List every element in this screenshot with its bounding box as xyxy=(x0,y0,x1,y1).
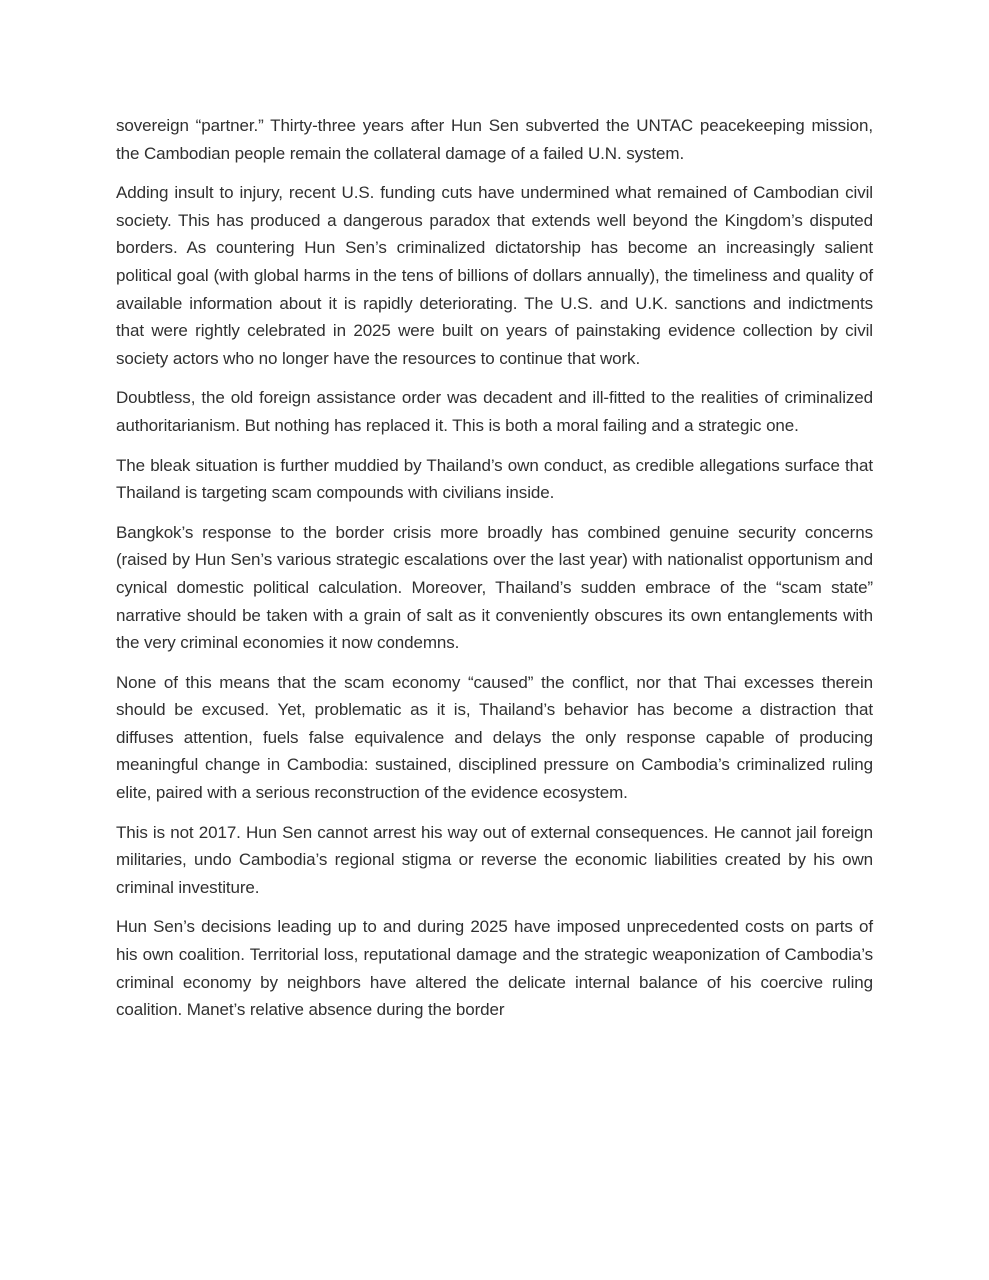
paragraph-none-of-this: None of this means that the scam economy “caused” the conflict, nor that Thai excesses therein should be excused. Yet, problematic as it is, Thailand’s behavior has become a distraction that diffuses attention, fuels false equivalence and delays the only response capable of producing meaningful change in Cambodia: sustained, disciplined pressure on Cambodia’s criminalized ruling elite, paired with a serious reconstruction of the evidence ecosystem. xyxy=(116,672,873,803)
paragraph-bleak-situation: The bleak situation is further muddied by Thailand’s own conduct, as credible allegations surface that Thailand is targeting scam compounds with civilians inside. xyxy=(116,455,873,503)
paragraph-not-2017: This is not 2017. Hun Sen cannot arrest his way out of external consequences. He cannot jail foreign militaries, undo Cambodia’s regional stigma or reverse the economic liabilities created by his own criminal investiture. xyxy=(116,822,873,897)
paragraph-doubtless: Doubtless, the old foreign assistance order was decadent and ill-fitted to the realities of criminalized authoritarianism. But nothing has replaced it. This is both a moral failing and a strategic one. xyxy=(116,388,873,435)
paragraph-sovereign-partner: sovereign “partner.” Thirty-three years after Hun Sen subverted the UNTAC peacekeeping mission, the Cambodian people remain the collateral damage of a failed U.N. system. xyxy=(116,116,873,163)
paragraph-bangkok-response: Bangkok’s response to the border crisis more broadly has combined genuine security concerns (raised by Hun Sen’s various strategic escalations over the last year) with nationalist opportunism and cynical domestic political calculation. Moreover, Thailand’s sudden embrace of the “scam state” narrative should be taken with a grain of salt as it conveniently obscures its own entanglements with the very criminal economies it now condemns. xyxy=(116,522,873,653)
paragraph-hun-sen-decisions: Hun Sen’s decisions leading up to and during 2025 have imposed unprecedented costs on parts of his own coalition. Territorial loss, reputational damage and the strategic weaponization of Cambodia’s criminal economy by neighbors have altered the delicate internal balance of his coercive ruling coalition. Manet’s relative absence during the border xyxy=(116,917,873,1020)
paragraph-adding-insult: Adding insult to injury, recent U.S. funding cuts have undermined what remained of Cambodian civil society. This has produced a dangerous paradox that extends well beyond the Kingdom’s disputed borders. As countering Hun Sen’s criminalized dictatorship has become an increasingly salient political goal (with global harms in the tens of billions of dollars annually), the timeliness and quality of available information about it is rapidly deteriorating. The U.S. and U.K. sanctions and indictments that were rightly celebrated in 2025 were built on years of painstaking evidence collection by civil society actors who no longer have the resources to continue that work. xyxy=(116,183,873,368)
